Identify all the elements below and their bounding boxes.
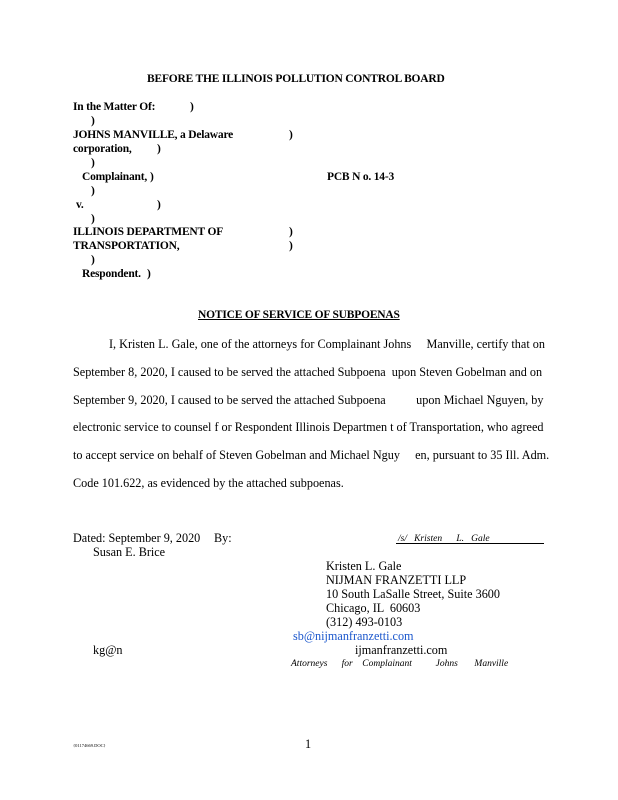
respondent-name-line1: ILLINOIS DEPARTMENT OF	[73, 226, 224, 238]
notice-line-3: September 9, 2020, I caused to be served the attached Subpoena upon Michael Nguyen, by	[73, 393, 544, 407]
paren: )	[147, 268, 151, 280]
paren: )	[157, 199, 161, 211]
attorney-name: Kristen L. Gale	[326, 559, 402, 573]
paren: )	[91, 254, 95, 266]
respondent-name-line2: TRANSPORTATION,	[73, 240, 180, 252]
paren: )	[289, 226, 293, 238]
paren: )	[289, 240, 293, 252]
complainant-role: Complainant,	[82, 171, 148, 183]
other-attorney-name: Susan E. Brice	[93, 545, 166, 559]
dated-line: Dated: September 9, 2020	[73, 531, 201, 545]
firm-street: 10 South LaSalle Street, Suite 3600	[326, 587, 500, 601]
notice-title: NOTICE OF SERVICE OF SUBPOENAS	[198, 309, 400, 321]
page-title: BEFORE THE ILLINOIS POLLUTION CONTROL BOARD	[147, 73, 445, 85]
complainant-name-line2: corporation,	[73, 143, 132, 155]
notice-line-5: to accept service on behalf of Steven Gobelman and Michael Nguy en, pursuant to 35 Ill. Adm.	[73, 448, 550, 462]
email-link-brice[interactable]: sb@nijmanfranzetti.com	[293, 629, 414, 643]
signature-line	[396, 543, 544, 544]
paren: )	[91, 157, 95, 169]
paren: )	[91, 213, 95, 225]
notice-line-4: electronic service to counsel f or Respondent Illinois Departmen t of Transportation, who agreed	[73, 420, 544, 434]
attorneys-for-line: Attorneys for Complainant Johns Manville	[291, 659, 509, 669]
respondent-role: Respondent.	[82, 268, 141, 280]
case-number: PCB N o. 14-3	[327, 171, 395, 183]
firm-city: Chicago, IL 60603	[326, 601, 421, 615]
matter-of-label: In the Matter Of:	[73, 101, 156, 113]
complainant-name-line1: JOHNS MANVILLE, a Delaware	[73, 129, 234, 141]
email-kg-prefix: kg@n	[93, 643, 123, 657]
firm-phone: (312) 493-0103	[326, 615, 403, 629]
page-number: 1	[305, 737, 312, 751]
document-id: {01174669.DOC}	[73, 743, 106, 748]
firm-name: NIJMAN FRANZETTI LLP	[326, 573, 467, 587]
paren: )	[150, 171, 154, 183]
paren: )	[289, 129, 293, 141]
electronic-signature: /s/ Kristen L. Gale	[398, 534, 490, 544]
paren: )	[91, 115, 95, 127]
paren: )	[190, 101, 194, 113]
notice-line-6: Code 101.622, as evidenced by the attached subpoenas.	[73, 476, 344, 490]
notice-line-2: September 8, 2020, I caused to be served the attached Subpoena upon Steven Gobelman and on	[73, 365, 543, 379]
paren: )	[91, 185, 95, 197]
versus: v.	[76, 199, 84, 211]
by-label: By:	[214, 531, 232, 545]
email-kg-suffix: ijmanfranzetti.com	[355, 643, 448, 657]
notice-line-1: I, Kristen L. Gale, one of the attorneys for Complainant Johns Manville, certify that on	[109, 337, 545, 351]
paren: )	[157, 143, 161, 155]
